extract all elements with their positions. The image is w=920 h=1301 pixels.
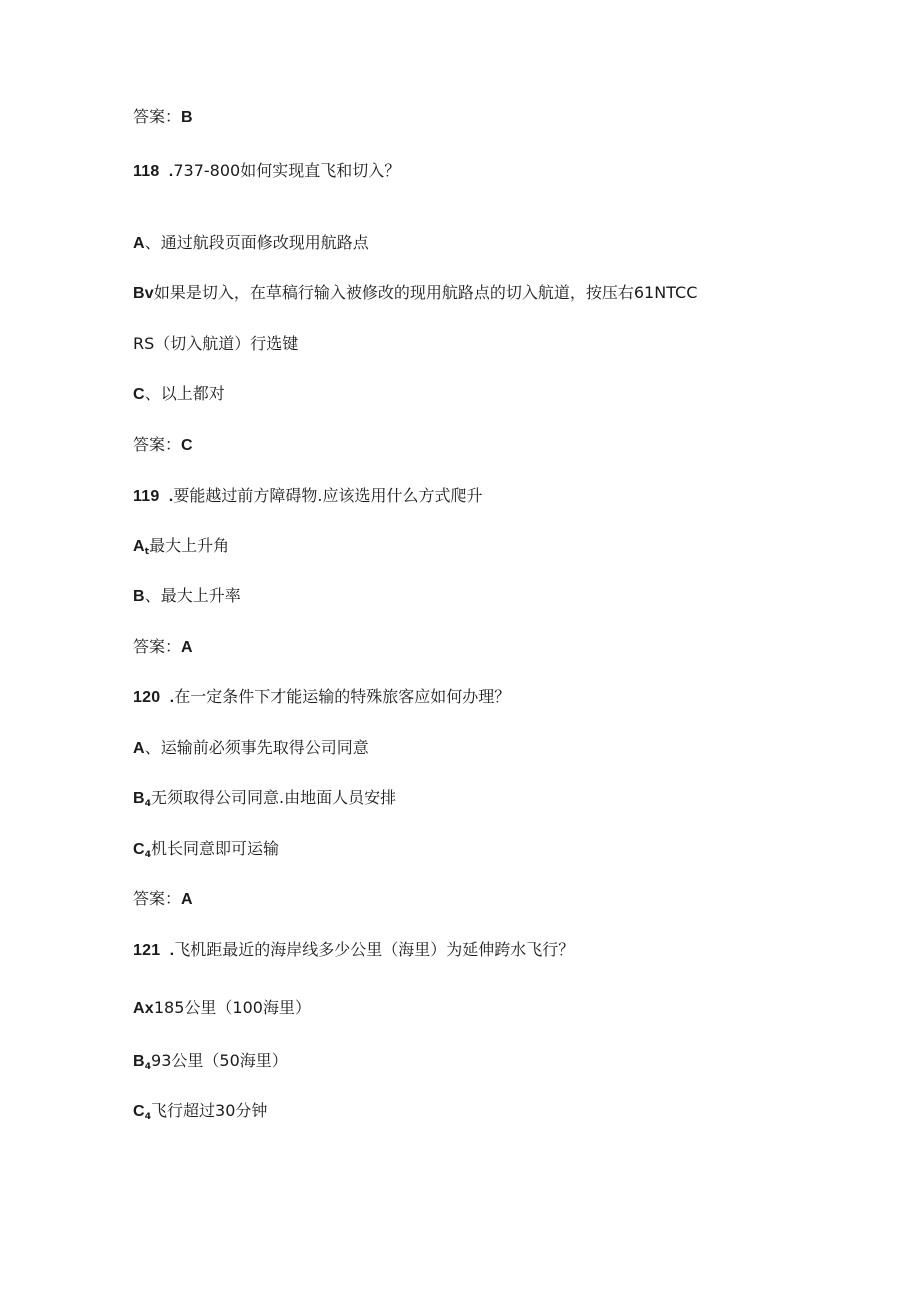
option-separator: 、	[144, 384, 161, 403]
question-line	[133, 485, 482, 508]
option-text: 飞行超过30分钟	[151, 1101, 268, 1120]
option-text: 以上都对	[160, 384, 225, 403]
option-letter: A	[133, 740, 145, 757]
option-text: 最大上升角	[149, 536, 230, 555]
answer-line	[133, 434, 193, 457]
option-letter: C	[133, 1103, 145, 1120]
option-separator: 4	[144, 850, 152, 860]
question-number: 121	[133, 942, 161, 959]
question-separator: .	[159, 163, 174, 180]
option-text: 无须取得公司同意.由地面人员安排	[151, 788, 397, 807]
option-text: 机长同意即可运输	[151, 839, 280, 858]
option-line	[133, 838, 279, 866]
option-separator: 4	[144, 1062, 152, 1072]
option-letter: A	[133, 1000, 145, 1017]
option-line	[133, 737, 369, 760]
answer-value: B	[181, 109, 193, 126]
option-separator: 、	[144, 586, 161, 605]
answer-line	[133, 106, 193, 129]
option-text: 通过航段页面修改现用航路点	[160, 233, 369, 252]
option-line	[133, 232, 369, 255]
question-line	[133, 686, 510, 709]
option-line	[133, 1050, 288, 1078]
option-letter: B	[133, 285, 145, 302]
option-separator: 、	[144, 738, 161, 757]
answer-label: 答案：	[133, 637, 182, 656]
answer-label: 答案：	[133, 107, 182, 126]
option-line	[133, 282, 697, 305]
answer-label: 答案：	[133, 889, 182, 908]
option-text: 运输前必须事先取得公司同意	[160, 738, 369, 757]
option-line	[133, 997, 311, 1020]
question-separator: .	[160, 689, 175, 706]
option-text: 185公里（100海里）	[153, 998, 311, 1017]
question-text: 要能越过前方障碍物.应该选用什么方式爬升	[173, 486, 483, 505]
question-number: 120	[133, 689, 161, 706]
question-line	[133, 939, 574, 962]
option-separator: x	[144, 1000, 154, 1017]
option-letter: C	[133, 386, 145, 403]
option-line	[133, 1100, 267, 1128]
option-letter: B	[133, 1053, 145, 1070]
option-separator: t	[144, 547, 150, 557]
option-separator: 4	[144, 1112, 152, 1122]
answer-label: 答案：	[133, 435, 182, 454]
option-separator: 、	[144, 233, 161, 252]
answer-value: C	[181, 437, 193, 454]
question-separator: .	[159, 488, 174, 505]
option-line	[133, 787, 396, 815]
option-letter: B	[133, 790, 145, 807]
option-letter: C	[133, 841, 145, 858]
option-text: 93公里（50海里）	[151, 1051, 288, 1070]
option-continuation	[133, 333, 298, 355]
option-text: 如果是切入，在草稿行输入被修改的现用航路点的切入航道，按压右61NTCC	[153, 283, 698, 302]
answer-line	[133, 636, 193, 659]
option-letter: B	[133, 588, 145, 605]
option-separator: v	[144, 285, 154, 302]
answer-value: A	[181, 891, 193, 908]
option-line	[133, 585, 241, 608]
option-separator: 4	[144, 799, 152, 809]
question-separator: .	[160, 942, 175, 959]
question-line	[133, 160, 400, 183]
option-line	[133, 383, 225, 406]
question-text: 在一定条件下才能运输的特殊旅客应如何办理？	[174, 687, 511, 706]
option-text: 最大上升率	[160, 586, 241, 605]
option-letter: A	[133, 235, 145, 252]
continuation-text: RS（切入航道）行选键	[133, 334, 299, 353]
answer-line	[133, 888, 193, 911]
question-number: 118	[133, 163, 160, 180]
question-number: 119	[133, 488, 160, 505]
question-text: 飞机距最近的海岸线多少公里（海里）为延伸跨水飞行？	[174, 940, 575, 959]
option-letter: A	[133, 538, 145, 555]
question-text: 737-800如何实现直飞和切入？	[173, 161, 401, 180]
option-line	[133, 535, 229, 563]
answer-value: A	[181, 639, 193, 656]
